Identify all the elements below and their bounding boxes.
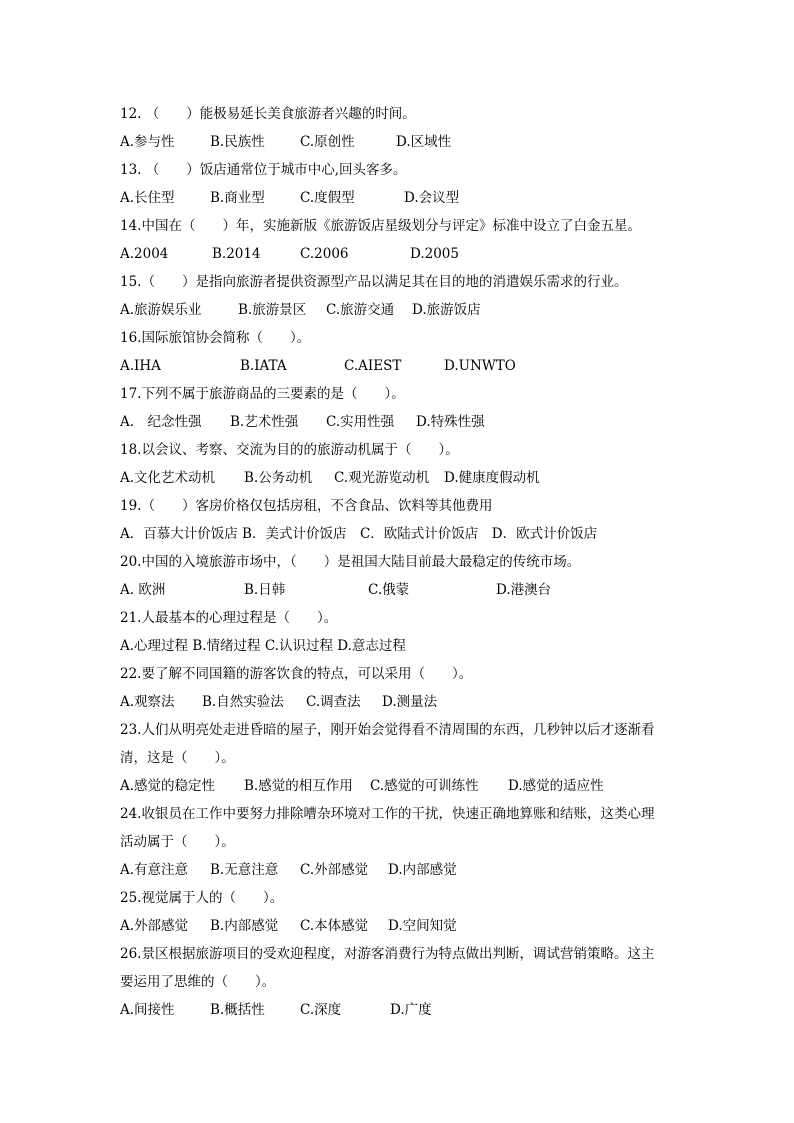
answer-options (120, 858, 680, 886)
question-block (120, 550, 680, 606)
answer-options (120, 242, 680, 270)
question-stem: 活动属于（ ）。 (120, 834, 235, 850)
question-block (120, 270, 680, 326)
question-stem: 26.景区根据旅游项目的受欢迎程度，对游客消费行为特点做出判断，调试营销策略。这主 (120, 946, 655, 962)
answer-option: D.健康度假动机 (444, 470, 540, 486)
answer-option: D.特殊性强 (416, 414, 485, 430)
question-block (120, 102, 680, 158)
answer-options (120, 998, 680, 1026)
answer-options (120, 186, 680, 214)
answer-option: B.2014 (212, 246, 261, 262)
question-stem: 22.要了解不同国籍的游客饮食的特点，可以采用（ ）。 (120, 666, 473, 682)
answer-option: B.感觉的相互作用 (244, 778, 353, 794)
answer-option: D.空间知觉 (388, 918, 457, 934)
answer-option: A.感觉的稳定性 (120, 778, 216, 794)
question-list (120, 102, 680, 1026)
answer-options (120, 522, 680, 550)
answer-option: C.俄蒙 (368, 582, 410, 598)
answer-option: A.心理过程 B.情绪过程 C.认识过程 D.意志过程 (120, 638, 406, 654)
answer-option: B.无意注意 (210, 862, 279, 878)
question-stem: 清，这是（ ）。 (120, 750, 235, 766)
answer-option: D.2005 (410, 246, 459, 262)
question-block (120, 662, 680, 718)
answer-option: B.艺术性强 (230, 414, 299, 430)
answer-option: C.调查法 (306, 694, 361, 710)
answer-option: B.商业型 (210, 190, 265, 206)
question-block (120, 214, 680, 270)
answer-option: A.IHA (120, 358, 161, 374)
question-stem: 要运用了思维的（ ）。 (120, 974, 276, 990)
answer-option: C.深度 (300, 1002, 342, 1018)
answer-option: A. 欧洲 (120, 582, 166, 598)
answer-options (120, 690, 680, 718)
question-block (120, 494, 680, 550)
answer-option: D.感觉的适应性 (508, 778, 604, 794)
answer-option: C.旅游交通 (326, 302, 395, 318)
answer-option: A．百慕大计价饭店 B．美式计价饭店 C．欧陆式计价饭店 D．欧式计价饭店 (120, 526, 598, 542)
answer-option: A.观察法 (120, 694, 175, 710)
answer-options (120, 466, 680, 494)
answer-option: C.度假型 (300, 190, 355, 206)
answer-option: A.有意注意 (120, 862, 189, 878)
answer-option: B.概括性 (210, 1002, 265, 1018)
answer-option: D.UNWTO (444, 358, 516, 374)
question-block (120, 382, 680, 438)
answer-option: D.区域性 (396, 134, 452, 150)
answer-options (120, 410, 680, 438)
answer-option: D.广度 (390, 1002, 432, 1018)
answer-option: B.公务动机 (244, 470, 313, 486)
answer-options (120, 774, 680, 802)
question-block (120, 158, 680, 214)
question-stem: 14.中国在（ ）年，实施新版《旅游饭店星级划分与评定》标准中设立了白金五星。 (120, 218, 641, 234)
question-stem: 21.人最基本的心理过程是（ ）。 (120, 610, 338, 626)
answer-option: C.感觉的可训练性 (370, 778, 479, 794)
answer-options (120, 578, 680, 606)
answer-option: A.长住型 (120, 190, 175, 206)
answer-option: B.民族性 (210, 134, 265, 150)
question-stem: 24.收银员在工作中要努力排除嘈杂环境对工作的干扰，快速正确地算账和结账，这类心理 (120, 806, 655, 822)
answer-option: D.旅游饭店 (412, 302, 481, 318)
answer-option: A.外部感觉 (120, 918, 189, 934)
question-stem: 16.国际旅馆协会简称（ ）。 (120, 330, 311, 346)
answer-option: A.2004 (120, 246, 169, 262)
answer-option: D.港澳台 (496, 582, 552, 598)
answer-options (120, 298, 680, 326)
answer-option: B.自然实验法 (202, 694, 284, 710)
answer-option: C.外部感觉 (300, 862, 369, 878)
question-block (120, 606, 680, 662)
question-block (120, 942, 680, 1026)
question-block (120, 886, 680, 942)
answer-options (120, 634, 680, 662)
question-block (120, 438, 680, 494)
answer-option: B.内部感觉 (210, 918, 279, 934)
answer-option: A.间接性 (120, 1002, 175, 1018)
answer-option: D.会议型 (404, 190, 460, 206)
answer-option: D.内部感觉 (388, 862, 457, 878)
answer-option: A.文化艺术动机 (120, 470, 216, 486)
question-stem: 19.（ ）客房价格仅包括房租，不含食品、饮料等其他费用 (120, 498, 493, 514)
answer-option: A.旅游娱乐业 (120, 302, 202, 318)
answer-option: C.原创性 (300, 134, 355, 150)
answer-options (120, 130, 680, 158)
answer-option: C.2006 (300, 246, 349, 262)
question-stem: 20.中国的入境旅游市场中，（ ）是祖国大陆目前最大最稳定的传统市场。 (120, 554, 581, 570)
answer-option: C.本体感觉 (300, 918, 369, 934)
question-stem: 25.视觉属于人的（ ）。 (120, 890, 284, 906)
question-stem: 13. （ ）饭店通常位于城市中心,回头客多。 (120, 162, 407, 178)
question-stem: 15.（ ）是指向旅游者提供资源型产品以满足其在目的地的消遣娱乐需求的行业。 (120, 274, 628, 290)
question-stem: 18.以会议、考察、交流为目的的旅游动机属于（ ）。 (120, 442, 459, 458)
answer-option: C.观光游览动机 (334, 470, 430, 486)
answer-option: B.IATA (240, 358, 287, 374)
question-block (120, 718, 680, 802)
question-stem: 23.人们从明亮处走进昏暗的屋子，刚开始会觉得看不清周围的东西，几秒钟以后才逐渐看 (120, 722, 655, 738)
answer-option: A. 纪念性强 (120, 414, 202, 430)
question-block (120, 802, 680, 886)
question-stem: 12. （ ）能极易延长美食旅游者兴趣的时间。 (120, 106, 416, 122)
answer-option: C.AIEST (344, 358, 402, 374)
answer-option: A.参与性 (120, 134, 175, 150)
answer-options (120, 914, 680, 942)
answer-option: C.实用性强 (326, 414, 395, 430)
answer-option: B.旅游景区 (238, 302, 307, 318)
question-block (120, 326, 680, 382)
answer-options (120, 354, 680, 382)
answer-option: D.测量法 (382, 694, 438, 710)
question-stem: 17.下列不属于旅游商品的三要素的是（ ）。 (120, 386, 405, 402)
answer-option: B.日韩 (244, 582, 286, 598)
